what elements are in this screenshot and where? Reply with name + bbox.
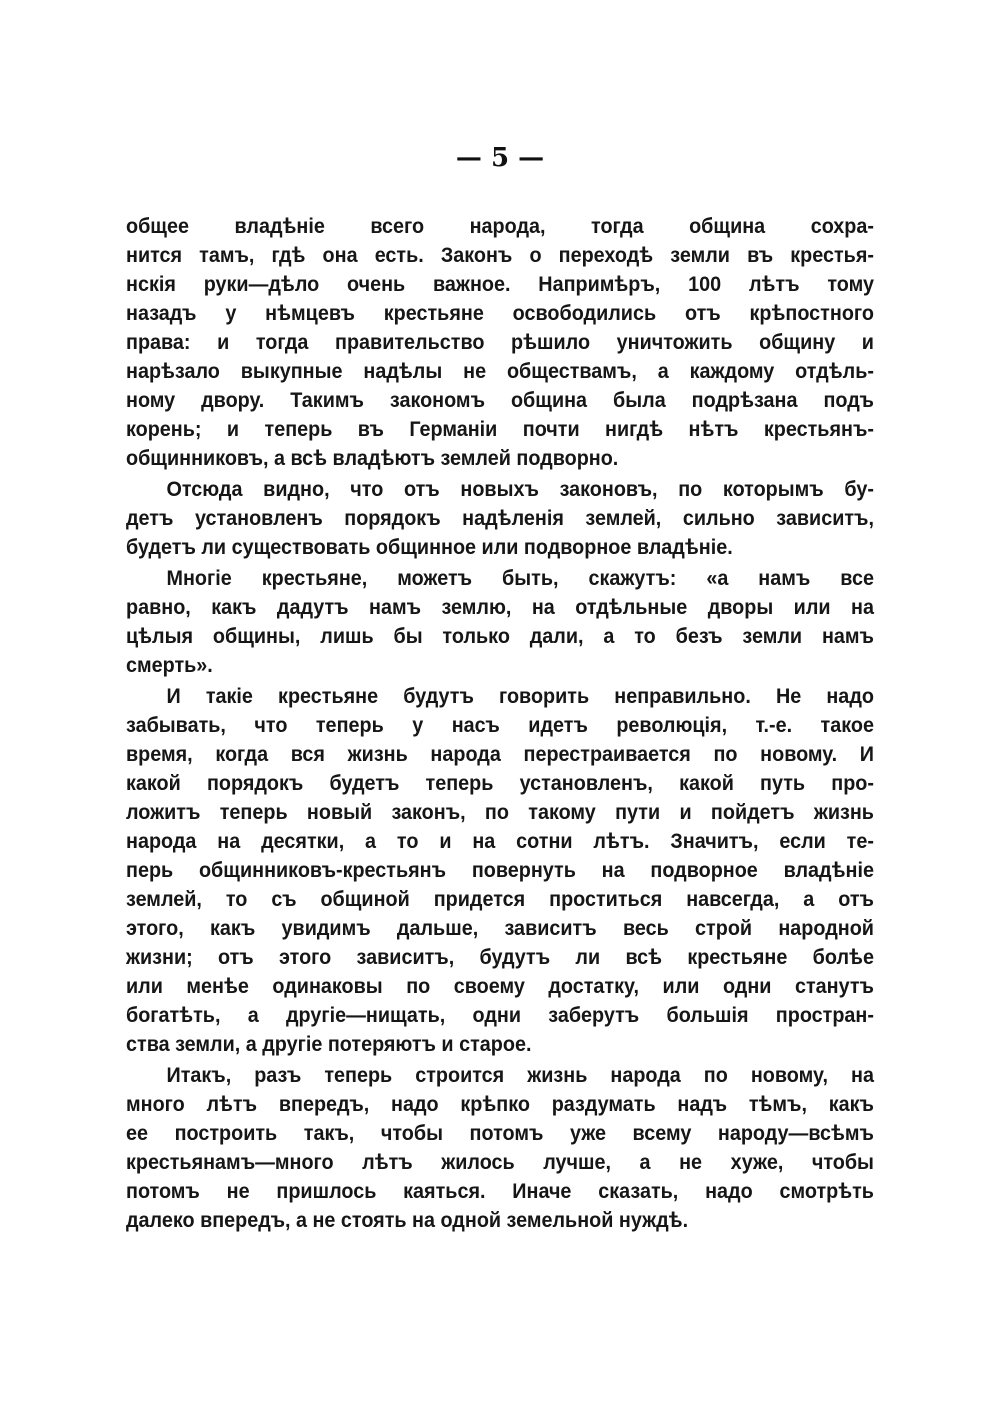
text-line: назадъ у нѣмцевъ крестьяне освободились отъ крѣпостного — [126, 301, 874, 325]
paragraph — [126, 1061, 874, 1235]
text-line: народа на десятки, а то и на сотни лѣтъ. Значитъ, если те- — [126, 829, 874, 853]
text-line: жизни; отъ этого зависитъ, будутъ ли всѣ крестьяне болѣе — [126, 945, 874, 969]
text-line: этого, какъ увидимъ дальше, зависитъ весь строй народной — [126, 916, 874, 940]
text-line: общее владѣніе всего народа, тогда община сохра- — [126, 214, 874, 238]
paragraph — [126, 475, 874, 562]
text-line: Многіе крестьяне, можетъ быть, скажутъ: «а намъ все — [166, 566, 874, 590]
text-line: богатѣть, а другіе—нищать, одни заберутъ большія простран- — [126, 1003, 874, 1027]
text-line: потомъ не пришлось каяться. Иначе сказать, надо смотрѣть — [126, 1179, 874, 1203]
text-line: далеко впередъ, а не стоять на одной земельной нуждѣ. — [126, 1208, 689, 1232]
text-line: нскія руки—дѣло очень важное. Напримѣръ, 100 лѣтъ тому — [126, 272, 874, 296]
text-line: ее построить такъ, чтобы потомъ уже всему народу—всѣмъ — [126, 1121, 874, 1145]
page-number: — 5 — — [455, 143, 545, 173]
text-line: ложитъ теперь новый законъ, по такому пути и пойдетъ жизнь — [126, 800, 874, 824]
text-line: нится тамъ, гдѣ она есть. Законъ о переходѣ земли въ крестья- — [126, 243, 874, 267]
text-line: будетъ ли существовать общинное или подворное владѣніе. — [126, 535, 733, 559]
text-line: детъ установленъ порядокъ надѣленія землей, сильно зависитъ, — [126, 506, 874, 530]
text-line: время, когда вся жизнь народа перестраивается по новому. И — [126, 742, 874, 766]
text-line: ному двору. Такимъ закономъ община была подрѣзана подъ — [126, 388, 874, 412]
text-line: нарѣзало выкупные надѣлы не обществамъ, а каждому отдѣль- — [126, 359, 874, 383]
text-line: Отсюда видно, что отъ новыхъ законовъ, по которымъ бу- — [166, 477, 874, 501]
text-line: Итакъ, разъ теперь строится жизнь народа по новому, на — [166, 1063, 874, 1087]
text-line: цѣлыя общины, лишь бы только дали, а то безъ земли намъ — [126, 624, 874, 648]
text-line: много лѣтъ впередъ, надо крѣпко раздумать надъ тѣмъ, какъ — [126, 1092, 874, 1116]
text-line: смерть». — [126, 653, 213, 677]
text-line: какой порядокъ будетъ теперь установленъ, какой путь про- — [126, 771, 874, 795]
text-line: общинниковъ, а всѣ владѣютъ землей подворно. — [126, 446, 619, 470]
text-line: корень; и теперь въ Германіи почти нигдѣ нѣтъ крестьянъ- — [126, 417, 874, 441]
body-text — [126, 212, 874, 1235]
text-line: права: и тогда правительство рѣшило уничтожить общину и — [126, 330, 874, 354]
paragraph — [126, 212, 874, 473]
text-line: крестьянамъ—много лѣтъ жилось лучше, а не хуже, чтобы — [126, 1150, 874, 1174]
text-line: перь общинниковъ-крестьянъ повернуть на подворное владѣніе — [126, 858, 874, 882]
text-line: равно, какъ дадутъ намъ землю, на отдѣльные дворы или на — [126, 595, 874, 619]
paragraph — [126, 564, 874, 680]
text-line: или менѣе одинаковы по своему достатку, или одни станутъ — [126, 974, 874, 998]
text-line: И такіе крестьяне будутъ говорить неправильно. Не надо — [166, 684, 874, 708]
text-line: ства земли, а другіе потеряютъ и старое. — [126, 1032, 532, 1056]
text-line: землей, то съ общиной придется проститься навсегда, а отъ — [126, 887, 874, 911]
paragraph — [126, 682, 874, 1059]
text-line: забывать, что теперь у насъ идетъ революція, т.-е. такое — [126, 713, 874, 737]
